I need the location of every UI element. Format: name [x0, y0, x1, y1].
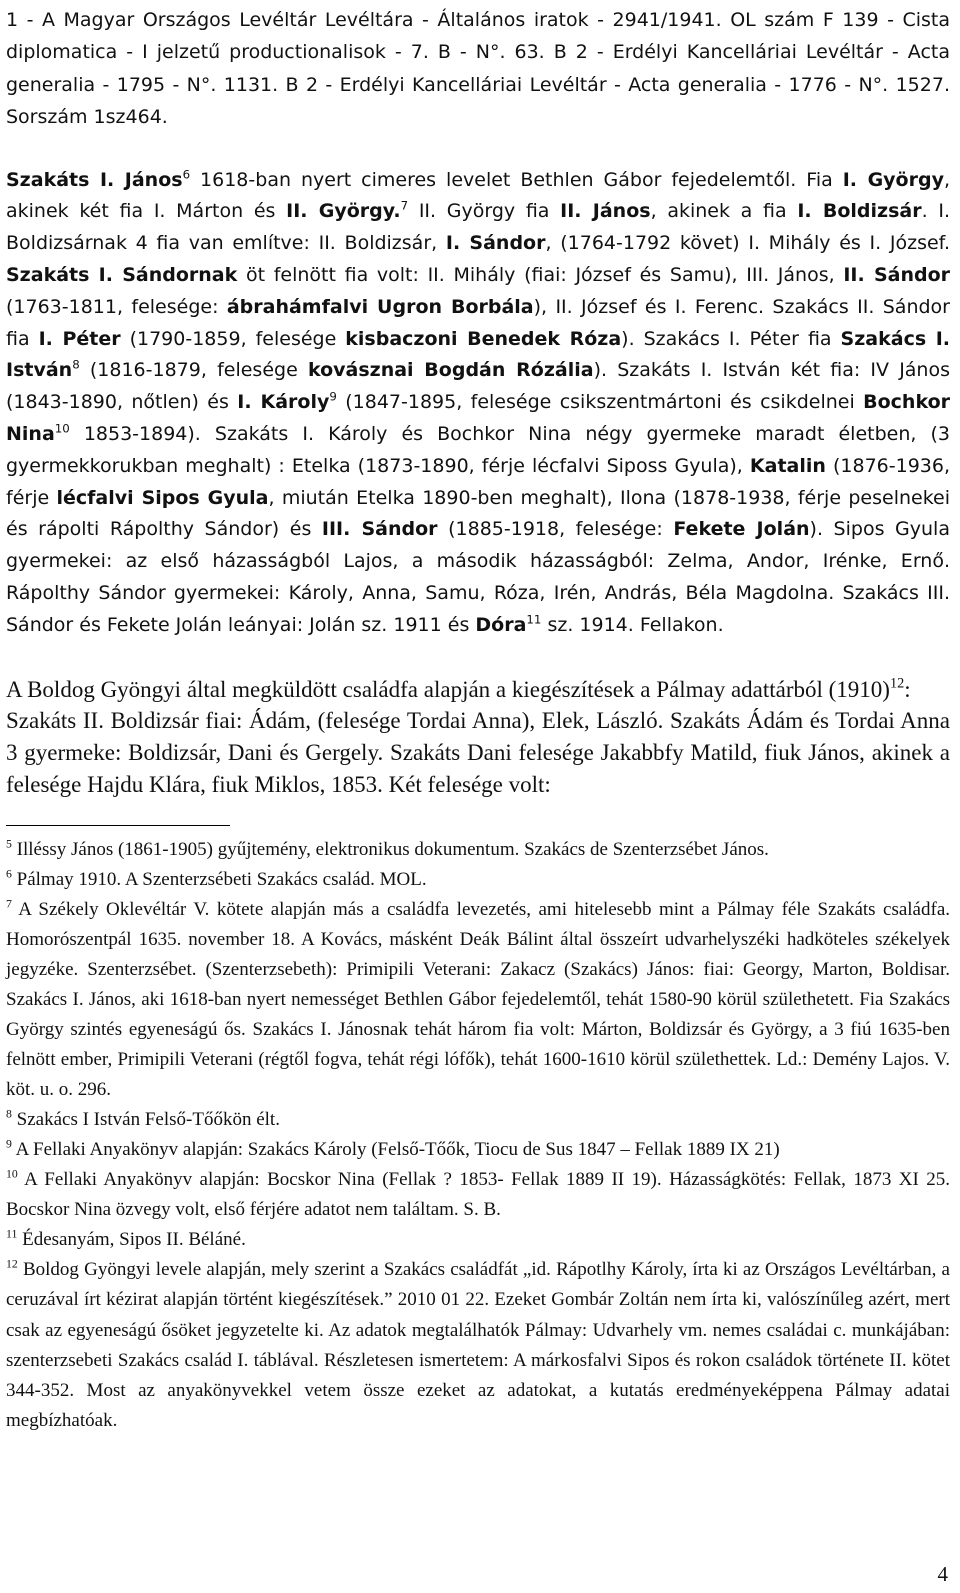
text-run: A Boldog Gyöngyi által megküldött családfa alapján a kiegészítések a Pálmay adattárból (1910) — [6, 676, 890, 702]
footnote-ref: 9 — [329, 389, 337, 404]
bold-name: I. Boldizsár — [797, 200, 922, 223]
footnote — [6, 895, 950, 1105]
footnote — [6, 835, 950, 865]
text-run: 1618-ban nyert cimeres levelet Bethlen Gábor fejedelemtől. Fia — [190, 168, 843, 191]
footnote-ref: 10 — [6, 1167, 18, 1181]
footnote — [6, 1135, 950, 1165]
bold-name: II. Sándor — [843, 264, 951, 287]
page-number: 4 — [937, 1562, 948, 1586]
text-run: (1763-1811, felesége: — [6, 295, 227, 318]
text-run: II. György fia — [408, 200, 561, 223]
bold-name: ábrahámfalvi Ugron Borbála — [226, 295, 534, 318]
footnotes — [6, 835, 950, 1436]
bold-name: II. János — [560, 200, 651, 223]
text-run: (1876-1936, férje — [6, 454, 950, 509]
bold-name: Szakáts I. Sándornak — [6, 264, 238, 287]
text-run: sz. 1914. Fellakon. — [541, 613, 724, 636]
bold-name: lécfalvi Sipos Gyula — [56, 486, 269, 509]
text-run: ). Szakács I. Péter fia — [621, 327, 841, 350]
bold-name: Szakács I. István — [6, 327, 950, 382]
footnote-ref: 11 — [6, 1227, 18, 1241]
text-run: , akinek két fia I. Márton és — [6, 168, 951, 223]
footnote-ref: 12 — [6, 1257, 18, 1271]
bold-name: I. Sándor — [445, 232, 546, 255]
bold-name: Szakáts I. János — [6, 168, 183, 191]
document-page — [6, 4, 950, 1436]
footnote-ref: 5 — [6, 837, 12, 851]
text-run: , (1764-1792 követ) I. Mihály és I. József. — [545, 232, 951, 255]
text-run: 1 - A Magyar Országos Levéltár Levéltára - Általános iratok - 2941/1941. OL szám F 139 - Cista diplomatica - I jelzetű productionalisok - 7. B - N°. 63. B 2 - Erdélyi Kancelláriai Levéltár - Acta generalia - 1795 - N°. 1131. B 2 - Erdélyi Kancelláriai Levéltár - Acta generalia - 1776 - N°. 1527. Sorszám 1sz464. — [6, 9, 950, 129]
text-run: Szakács I István Felső-Tőőkön élt. — [11, 1109, 280, 1131]
footnote — [6, 1225, 950, 1255]
text-run: Boldog Gyöngyi levele alapján, mely szerint a Szakács családfát „id. Rápotlhy Károly, írta ki az Országos Levéltárban, a ceruzával írt kézirat alapján történt kiegészítések.” 2010 01 22. Ezeket Gombár Zoltán nem írta ki, valószínűleg azért, mert csak az egyeneságú ősöket jegyzetelte ki. Az adatok megtalálhatók Pálmay: Udvarhely vm. nemes családai c. munkájában: szenterzsebeti Szakács család I. táblával. Részletesen ismertetem: A márkosfalvi Sipos és rokon családok története II. kötet 344-352. Most az anyakönyvekkel vetem össze ezeket az adatokat, a kutatás eredményeképpena Pálmay adatai megbízhatóak. — [6, 1259, 950, 1431]
footnote — [6, 1255, 950, 1435]
text-run: 1853-1894). Szakáts I. Károly és Bochkor Nina négy gyermeke maradt életben, (3 gyermekkorukban meghalt) : Etelka (1873-1890, férje lécfalvi Siposs Gyula), — [6, 423, 950, 477]
text-run: (1885-1918, felesége: — [437, 518, 674, 541]
text-run: öt felnött fia volt: II. Mihály (fiai: József és Samu), III. János, — [237, 264, 844, 287]
text-run: Szakáts II. Boldizsár fiai: Ádám, (felesége Tordai Anna), Elek, László. Szakáts Ádám és Tordai Anna 3 gyermeke: Boldizsár, Dani és Gergely. Szakáts Dani felesége Jakabbfy Matild, fiuk János, akinek a felesége Hajdu Klára, fiuk Miklos, 1853. Két felesége volt: — [6, 708, 950, 797]
boldog-gyongyi-paragraph — [6, 674, 950, 706]
bold-name: Bochkor Nina — [6, 391, 950, 445]
footnote-ref: 9 — [6, 1137, 12, 1151]
boldizsar-paragraph — [6, 705, 950, 800]
bold-name: II. György. — [286, 200, 401, 223]
archive-reference — [6, 4, 950, 134]
footnote-ref: 7 — [6, 897, 12, 911]
text-run: ). Szakáts I. István két fia: IV János (1843-1890, nőtlen) és — [6, 359, 951, 414]
footnote-ref: 8 — [6, 1107, 12, 1121]
bold-name: I. Péter — [38, 327, 121, 350]
text-run: Édesanyám, Sipos II. Béláné. — [17, 1229, 246, 1251]
text-run: A Székely Oklevéltár V. kötete alapján más a családfa levezetés, ami hitelesebb mint a Pálmay féle Szakáts családfa. Homorószentpál 1635. november 18. A Kovács, másként Deák Bálint által összeírt udvarhelyszéki hadköteles székelyek jegyzéke. Szenterzsébet. (Szenterzsebeth): Primipili Veterani: Zakacz (Szakács) János: fiai: Georgy, Marton, Boldisar. Szakács I. János, aki 1618-ban nyert nemességet Bethlen Gábor fejedelemtől, tehát 1580-90 körül születhetett. Fia Szakács György szintés egyeneságú ős. Szakács I. Jánosnak tehát három fia volt: Márton, Boldizsár és György, a 3 fiú 1635-ben felnött ember, Primipili Veterani (régtől fogva, tehát régi lófők), tehát 1600-1610 körül születhettek. Ld.: Demény Lajos. V. köt. u. o. 296. — [6, 898, 950, 1101]
bold-name: kisbaczoni Benedek Róza — [345, 327, 622, 350]
bold-name: Katalin — [749, 454, 826, 477]
footnote — [6, 1105, 950, 1135]
bold-name: I. György — [842, 168, 944, 191]
bold-name: III. Sándor — [321, 518, 438, 541]
footnote-ref: 6 — [6, 867, 12, 881]
text-run: (1816-1879, felesége — [79, 359, 308, 382]
footnote-ref: 10 — [54, 421, 70, 436]
footnote-ref: 11 — [526, 612, 542, 627]
footnote — [6, 865, 950, 895]
text-run: Illéssy János (1861-1905) gyűjtemény, elektronikus dokumentum. Szakács de Szenterzsébet János. — [11, 838, 769, 860]
footnote-ref: 8 — [72, 357, 80, 372]
text-run: Pálmay 1910. A Szenterzsébeti Szakács család. MOL. — [11, 868, 427, 890]
bold-name: Fekete Jolán — [673, 518, 810, 541]
text-run: (1790-1859, felesége — [120, 327, 346, 350]
text-run: (1847-1895, felesége csikszentmártoni és csikdelnei — [336, 391, 864, 414]
text-run: ), II. József és I. Ferenc. Szakács II. Sándor fia — [6, 295, 950, 350]
text-run: , akinek a fia — [650, 200, 798, 223]
text-run: . I. Boldizsárnak 4 fia van említve: II. Boldizsár, — [6, 200, 950, 255]
footnote-ref: 7 — [400, 198, 409, 213]
bold-name: Dóra — [475, 613, 527, 636]
bold-name: kovásznai Bogdán Rózália — [307, 359, 594, 382]
bold-name: I. Károly — [237, 391, 330, 414]
footnote-ref: 12 — [889, 675, 905, 692]
footnote-ref: 6 — [182, 166, 191, 181]
szakats-genealogy-paragraph — [6, 165, 950, 642]
text-run: : — [904, 676, 911, 702]
text-run: A Fellaki Anyakönyv alapján: Szakács Károly (Felső-Tőők, Tiocu de Sus 1847 – Fellak 1889 IX 21) — [11, 1139, 780, 1161]
footnote — [6, 1165, 950, 1225]
text-run: , miután Etelka 1890-ben meghalt), Ilona (1878-1938, férje peselnekei és rápolti Rápolthy Sándor) és — [6, 486, 951, 541]
text-run: A Fellaki Anyakönyv alapján: Bocskor Nina (Fellak ? 1853- Fellak 1889 II 19). Házasságkötés: Fellak, 1873 XI 25. Bocskor Nina özvegy volt, első férjére adatot nem találtam. S. B. — [6, 1169, 950, 1221]
text-run: ). Sipos Gyula gyermekei: az első házasságból Lajos, a második házasságból: Zelma, Andor, Irénke, Ernő. Rápolthy Sándor gyermekei: Károly, Anna, Samu, Róza, Irén, András, Béla Magdolna. Szakács III. Sándor és Fekete Jolán leányai: Jolán sz. 1911 és — [6, 518, 950, 636]
